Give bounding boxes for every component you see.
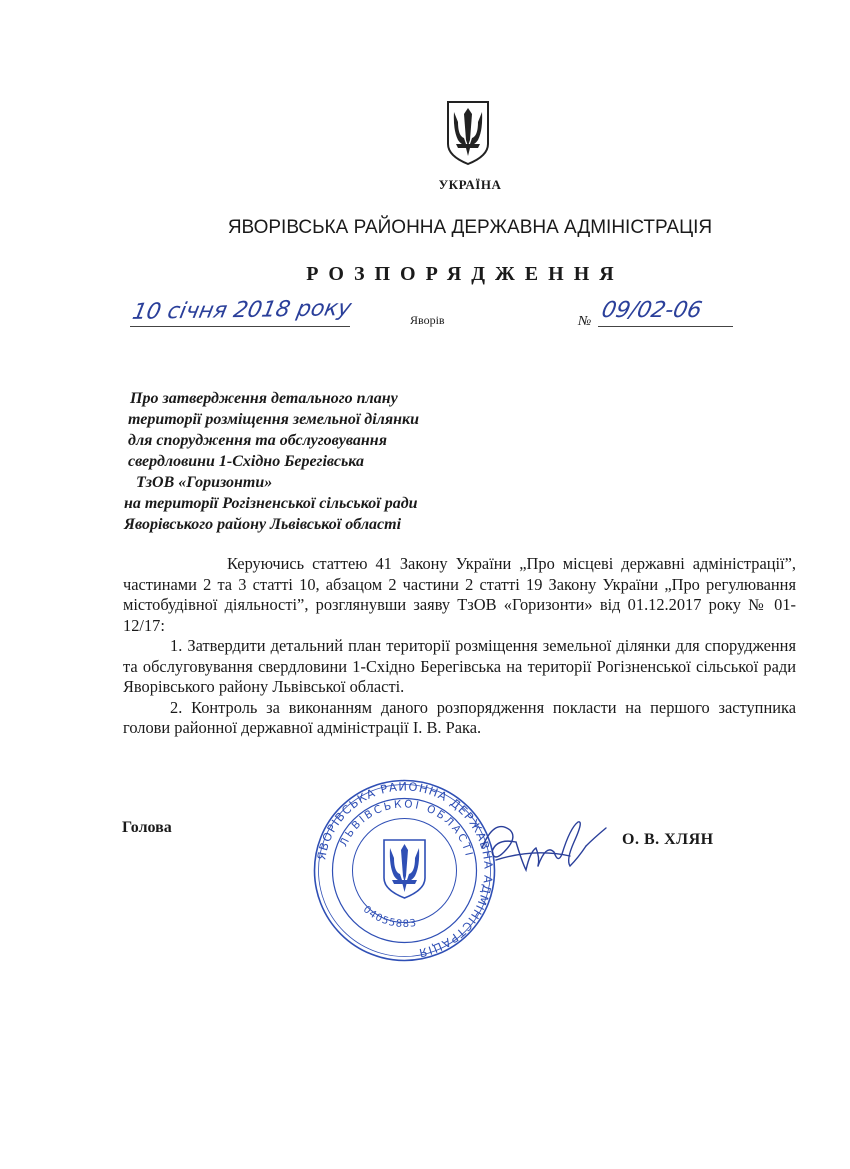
seal-outer-text: ЯВОРІВСЬКА РАЙОННА ДЕРЖАВНА АДМІНІСТРАЦІЯ	[314, 779, 496, 961]
svg-text:04055883	[361, 904, 418, 930]
signatory-position: Голова	[122, 819, 172, 836]
number-sign: №	[578, 314, 592, 329]
subject-line: на території Рогізненської сільської ради	[124, 495, 418, 512]
date-underline	[130, 326, 350, 327]
subject-line: свердловини 1-Східно Берегівська	[128, 453, 364, 470]
order-item-2: 2. Контроль за виконанням даного розпорядження покласти на першого заступника голови районної державної адміністрації І. В. Рака.	[123, 697, 796, 737]
document-subject	[124, 388, 419, 535]
authority-name: ЯВОРІВСЬКА РАЙОННА ДЕРЖАВНА АДМІНІСТРАЦІЯ	[227, 217, 713, 238]
subject-line: для спорудження та обслуговування	[128, 432, 387, 449]
subject-line: території розміщення земельної ділянки	[128, 411, 420, 428]
official-seal-icon	[312, 778, 497, 963]
number-underline	[598, 326, 733, 327]
subject-line: Яворівського району Львівської області	[124, 516, 402, 533]
document-body	[123, 554, 796, 739]
handwritten-date: 10 січня 2018 року	[130, 296, 354, 325]
preamble-paragraph: Керуючись статтею 41 Закону України „Про місцеві державні адміністрації”, частинами 2 та 3 статті 10, абзацом 2 частини 2 статті 19 Закону України „Про регулювання містобудівної діяльності”, розглянувши заяву ТзОВ «Горизонти» від 01.12.2017 року № 01-12/17:	[123, 554, 796, 635]
subject-line: Про затвердження детального плану	[130, 390, 398, 407]
country-name: УКРАЇНА	[438, 177, 502, 192]
document-type: РОЗПОРЯДЖЕННЯ	[306, 263, 624, 285]
subject-line: ТзОВ «Горизонти»	[136, 474, 273, 491]
seal-inner-text: ЛЬВІВСЬКОЇ ОБЛАСТІ	[337, 798, 476, 860]
seal-code: 04055883	[360, 904, 418, 931]
signatory-name: О. В. ХЛЯН	[622, 831, 714, 848]
trident-emblem-icon	[444, 100, 492, 166]
handwritten-signature-icon	[474, 808, 614, 888]
order-item-1: 1. Затвердити детальний план території розміщення земельної ділянки для спорудження та обслуговування свердловини 1-Східно Берегівська на території Рогізненської сільської ради Яворівського району Львівської області.	[123, 636, 796, 696]
place-of-issue: Яворів	[410, 313, 445, 327]
handwritten-number: 09/02-06	[599, 298, 705, 323]
